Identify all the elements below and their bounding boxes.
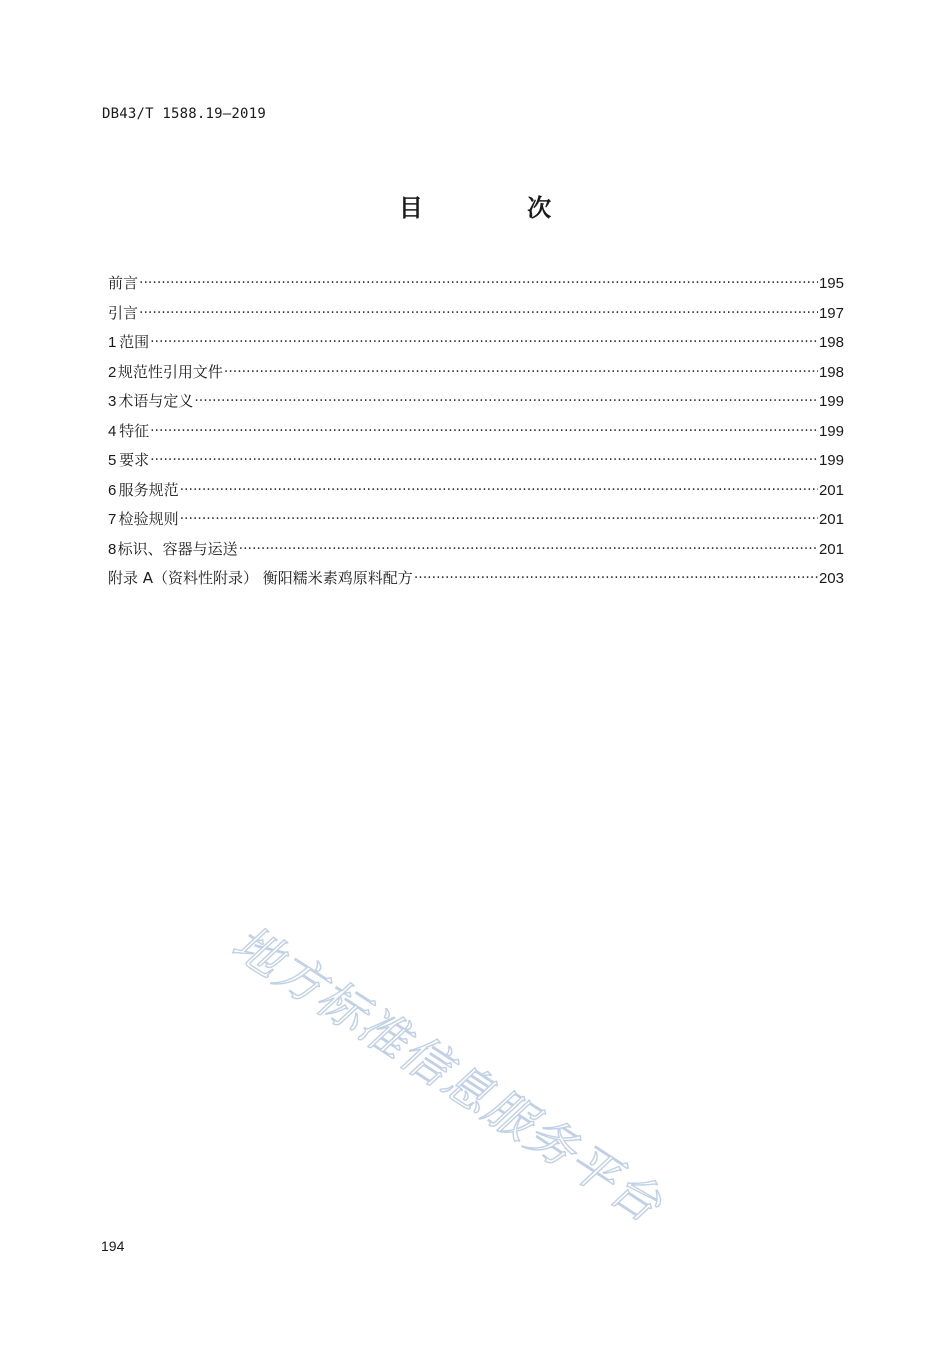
toc-title: 目 次 bbox=[398, 194, 600, 222]
toc-entry-title: 附录 A（资料性附录） 衡阳糯米素鸡原料配方 bbox=[108, 569, 413, 587]
toc-entry-requirements[interactable] bbox=[108, 449, 844, 479]
dot-leader bbox=[414, 566, 818, 589]
toc-entry-page: 201 bbox=[818, 511, 844, 528]
toc-entry-page: 195 bbox=[818, 275, 844, 292]
table-of-contents bbox=[108, 272, 844, 597]
dot-leader bbox=[139, 271, 818, 294]
toc-entry-title: 范围 bbox=[119, 333, 150, 351]
toc-entry-number: 7 bbox=[108, 511, 117, 528]
dot-leader bbox=[139, 301, 818, 324]
watermark: 地方标准信息服务平台 bbox=[222, 914, 673, 1235]
toc-entry-page: 198 bbox=[818, 334, 844, 351]
dot-leader bbox=[239, 537, 818, 560]
toc-entry-characteristics[interactable] bbox=[108, 420, 844, 450]
toc-entry-page: 199 bbox=[818, 422, 844, 440]
toc-entry-scope[interactable] bbox=[108, 331, 844, 361]
dot-leader bbox=[150, 448, 818, 471]
toc-entry-introduction[interactable] bbox=[108, 302, 844, 332]
toc-entry-terms-definitions[interactable] bbox=[108, 390, 844, 420]
toc-entry-title: 前言 bbox=[108, 274, 139, 292]
page-number: 194 bbox=[101, 1238, 125, 1254]
document-code: DB43/T 1588.19—2019 bbox=[102, 106, 266, 122]
toc-entry-normative-references[interactable] bbox=[108, 361, 844, 391]
toc-entry-number: 8 bbox=[108, 540, 117, 558]
toc-entry-page: 197 bbox=[818, 304, 844, 322]
toc-entry-page: 199 bbox=[818, 393, 844, 410]
toc-entry-inspection-rules[interactable] bbox=[108, 508, 844, 538]
toc-entry-number: 2 bbox=[108, 363, 117, 381]
dot-leader bbox=[180, 507, 818, 530]
toc-entry-number: 5 bbox=[108, 452, 117, 469]
toc-entry-title: 术语与定义 bbox=[118, 392, 194, 410]
toc-entry-number: 4 bbox=[108, 422, 117, 440]
toc-entry-marking-containers-transport[interactable] bbox=[108, 538, 844, 568]
toc-entry-title: 引言 bbox=[108, 303, 139, 322]
toc-entry-title: 检验规则 bbox=[118, 510, 179, 528]
dot-leader bbox=[194, 389, 818, 412]
toc-entry-appendix-a[interactable] bbox=[108, 567, 844, 597]
toc-entry-title: 标识、容器与运送 bbox=[117, 539, 238, 558]
dot-leader bbox=[150, 419, 818, 442]
dot-leader bbox=[150, 330, 818, 353]
dot-leader bbox=[180, 478, 818, 501]
toc-entry-page: 201 bbox=[818, 540, 844, 558]
toc-entry-title: 规范性引用文件 bbox=[117, 362, 223, 381]
toc-entry-page: 203 bbox=[818, 570, 844, 587]
toc-entry-number: 6 bbox=[108, 481, 117, 499]
toc-entry-title: 要求 bbox=[119, 451, 150, 469]
toc-entry-title: 服务规范 bbox=[118, 480, 179, 499]
toc-entry-number: 1 bbox=[108, 334, 117, 351]
dot-leader bbox=[224, 360, 818, 383]
toc-entry-page: 198 bbox=[818, 363, 844, 381]
toc-entry-service-specification[interactable] bbox=[108, 479, 844, 509]
toc-entry-number: 3 bbox=[108, 393, 117, 410]
toc-entry-title: 特征 bbox=[119, 421, 150, 440]
toc-entry-page: 201 bbox=[818, 481, 844, 499]
toc-entry-foreword[interactable] bbox=[108, 272, 844, 302]
toc-entry-page: 199 bbox=[818, 452, 844, 469]
